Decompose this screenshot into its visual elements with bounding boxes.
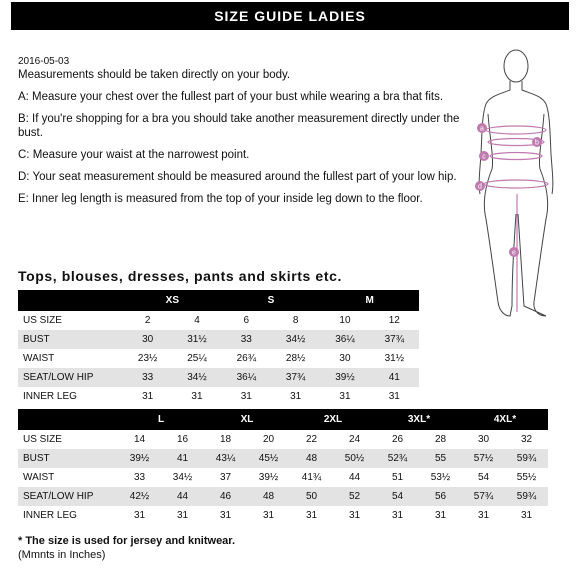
label-b: b xyxy=(535,139,539,147)
size-group-header: 4XL* xyxy=(462,409,548,430)
table-cell: 55 xyxy=(419,449,462,468)
date: 2016-05-03 xyxy=(18,56,70,67)
table-cell: 31 xyxy=(520,510,533,521)
table-cell: 43¼ xyxy=(204,449,247,468)
table-cell: 25¼ xyxy=(187,353,207,364)
table-cell: 39½ xyxy=(258,472,279,483)
row-label: WAIST xyxy=(23,472,55,483)
table-cell: 31 xyxy=(434,510,447,521)
label-d: d xyxy=(478,183,482,191)
table-cell: 2 xyxy=(144,315,151,326)
table-cell: 57¾ xyxy=(462,487,505,506)
table-cell: 8 xyxy=(292,315,299,326)
table-cell: 23½ xyxy=(137,353,158,364)
table-cell: 41 xyxy=(370,368,419,387)
row-label: US SIZE xyxy=(23,315,62,326)
size-group-header: 3XL* xyxy=(376,409,462,430)
table-cell: 44 xyxy=(348,472,361,483)
table-cell: 28 xyxy=(434,434,447,445)
size-table-large xyxy=(18,409,548,525)
table-cell: 33 xyxy=(123,368,172,387)
table-cell: 30 xyxy=(339,353,351,364)
instruction-b: B: If you're shopping for a bra you should take another measurement directly under the bust. xyxy=(18,113,460,139)
size-group-header: L xyxy=(118,409,204,430)
table-cell: 52¾ xyxy=(376,449,419,468)
table-cell: 39½ xyxy=(118,449,161,468)
table-cell: 57½ xyxy=(462,449,505,468)
size-group-header: M xyxy=(320,290,419,311)
table-cell: 31 xyxy=(191,391,203,402)
table-cell: 33 xyxy=(222,330,271,349)
size-group-header: S xyxy=(222,290,321,311)
table-cell: 31 xyxy=(391,510,404,521)
table-cell: 26¾ xyxy=(236,353,257,364)
table-cell: 16 xyxy=(176,434,189,445)
table-cell: 55½ xyxy=(516,472,537,483)
header-blank xyxy=(18,409,118,430)
table-cell: 56 xyxy=(419,487,462,506)
table-cell: 31 xyxy=(290,391,302,402)
size-group-header: XS xyxy=(123,290,222,311)
intro-line: Measurements should be taken directly on your body. xyxy=(18,69,291,81)
table-cell: 31 xyxy=(240,391,252,402)
table-row xyxy=(18,368,419,387)
row-label: SEAT/LOW HIP xyxy=(18,487,118,506)
label-e: e xyxy=(512,249,516,257)
table-cell: 31 xyxy=(348,510,361,521)
table-cell: 26 xyxy=(391,434,404,445)
header-blank xyxy=(18,290,123,311)
table-cell: 50½ xyxy=(333,449,376,468)
units-note: (Mmnts in Inches) xyxy=(18,549,106,561)
table-cell: 31 xyxy=(388,391,400,402)
bust-guide xyxy=(486,126,546,134)
instruction-a: A: Measure your chest over the fullest part of your bust while wearing a bra that fits. xyxy=(18,91,444,103)
table-row xyxy=(18,311,419,330)
table-cell: 37¾ xyxy=(370,330,419,349)
table-cell: 36¼ xyxy=(222,368,271,387)
body-figure-illustration xyxy=(464,44,574,334)
table-cell: 31 xyxy=(262,510,275,521)
table-row xyxy=(18,349,419,368)
table-cell: 37 xyxy=(219,472,232,483)
waist-guide xyxy=(490,153,542,160)
page-title: SIZE GUIDE LADIES xyxy=(11,2,569,30)
row-label: INNER LEG xyxy=(23,510,77,521)
table-row xyxy=(18,468,548,487)
table-cell: 12 xyxy=(388,315,400,326)
table-row xyxy=(18,449,548,468)
row-label: BUST xyxy=(18,449,118,468)
table-cell: 10 xyxy=(339,315,351,326)
hip-guide xyxy=(484,180,548,188)
table-cell: 34½ xyxy=(172,472,193,483)
row-label: INNER LEG xyxy=(23,391,77,402)
table-cell: 31 xyxy=(176,510,189,521)
table-cell: 34½ xyxy=(172,368,221,387)
table-cell: 39½ xyxy=(320,368,369,387)
table-cell: 30 xyxy=(123,330,172,349)
table-cell: 59¾ xyxy=(505,449,548,468)
table-cell: 18 xyxy=(219,434,232,445)
table-cell: 31 xyxy=(305,510,318,521)
table-cell: 31 xyxy=(477,510,490,521)
section-title: Tops, blouses, dresses, pants and skirts etc. xyxy=(18,268,342,284)
table-cell: 51 xyxy=(391,472,404,483)
table-cell: 45½ xyxy=(247,449,290,468)
table-cell: 4 xyxy=(194,315,200,326)
table-cell: 37¾ xyxy=(271,368,320,387)
table-cell: 32 xyxy=(520,434,533,445)
figure-body-outline xyxy=(479,81,553,316)
table-cell: 46 xyxy=(204,487,247,506)
table-cell: 31 xyxy=(339,391,351,402)
table-cell: 31½ xyxy=(384,353,405,364)
table-cell: 33 xyxy=(133,472,146,483)
table-cell: 59¾ xyxy=(505,487,548,506)
table-cell: 50 xyxy=(290,487,333,506)
footnote-text: * The size is used for jersey and knitwear. xyxy=(18,535,236,547)
table-cell: 20 xyxy=(262,434,275,445)
table-row xyxy=(18,387,419,406)
table-cell: 44 xyxy=(161,487,204,506)
table-cell: 48 xyxy=(247,487,290,506)
row-label: WAIST xyxy=(23,353,55,364)
table-row xyxy=(18,430,548,449)
size-group-header: XL xyxy=(204,409,290,430)
table-cell: 22 xyxy=(305,434,318,445)
table-cell: 48 xyxy=(290,449,333,468)
label-c: c xyxy=(482,153,486,161)
table-cell: 28½ xyxy=(285,353,306,364)
table-row xyxy=(18,330,419,349)
label-a: a xyxy=(480,125,484,133)
instruction-c: C: Measure your waist at the narrowest point. xyxy=(18,149,250,161)
table-cell: 41 xyxy=(161,449,204,468)
table-cell: 54 xyxy=(477,472,490,483)
table-cell: 41¾ xyxy=(301,472,322,483)
instruction-e: E: Inner leg length is measured from the top of your inside leg down to the floor. xyxy=(18,193,423,205)
table-cell: 24 xyxy=(348,434,361,445)
table-cell: 52 xyxy=(333,487,376,506)
table-cell: 31 xyxy=(142,391,154,402)
intro-text xyxy=(18,56,463,206)
row-label: BUST xyxy=(18,330,123,349)
table-row xyxy=(18,487,548,506)
table-cell: 42½ xyxy=(118,487,161,506)
table-cell: 31 xyxy=(133,510,146,521)
table-cell: 53½ xyxy=(430,472,451,483)
footnote xyxy=(18,534,235,562)
instruction-d: D: Your seat measurement should be measured around the fullest part of your low hip. xyxy=(18,171,457,183)
table-cell: 31 xyxy=(219,510,232,521)
row-label: US SIZE xyxy=(23,434,62,445)
row-label: SEAT/LOW HIP xyxy=(18,368,123,387)
table-row xyxy=(18,506,548,525)
table-cell: 6 xyxy=(243,315,250,326)
size-group-header: 2XL xyxy=(290,409,376,430)
table-cell: 34½ xyxy=(271,330,320,349)
table-cell: 31½ xyxy=(172,330,221,349)
table-cell: 14 xyxy=(133,434,146,445)
size-table-small xyxy=(18,290,419,406)
figure-head xyxy=(504,50,528,82)
table-cell: 54 xyxy=(376,487,419,506)
table-cell: 36¼ xyxy=(320,330,369,349)
table-cell: 30 xyxy=(477,434,490,445)
